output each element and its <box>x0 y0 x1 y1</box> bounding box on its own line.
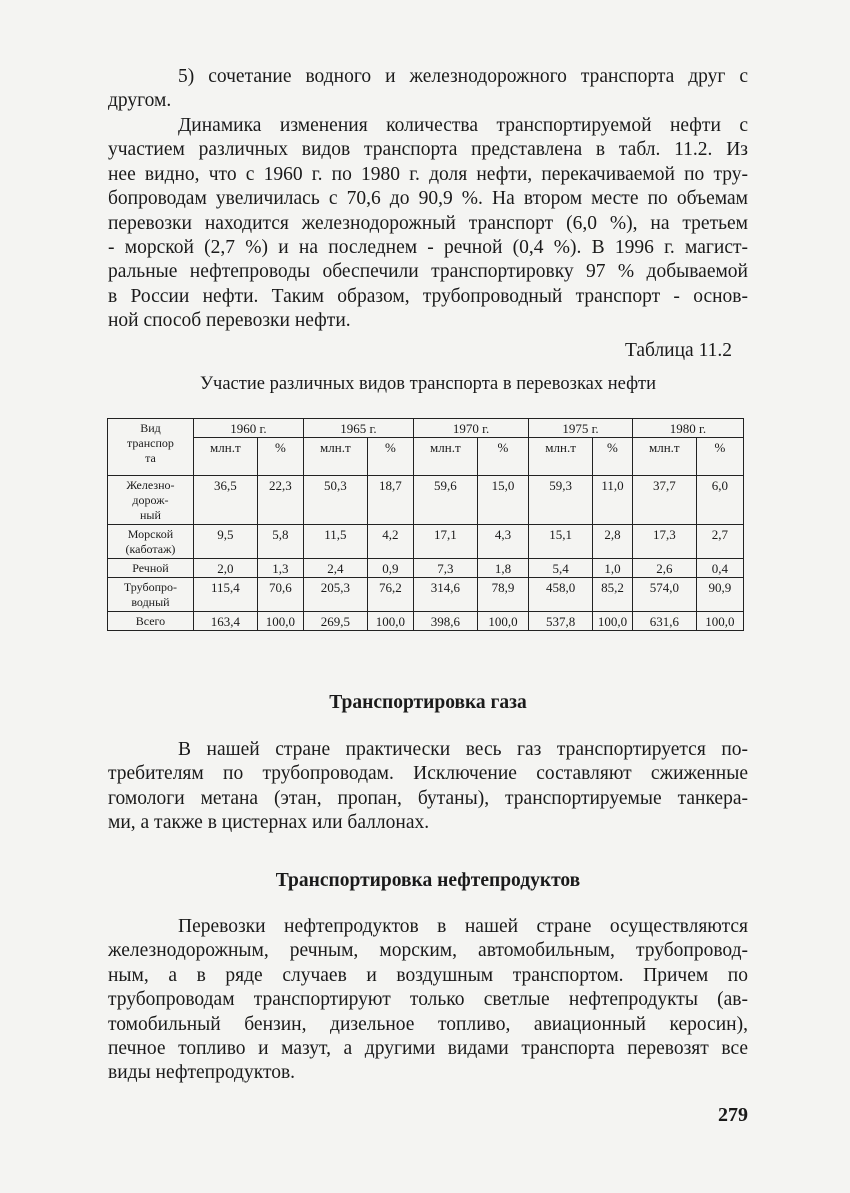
table-cell: 115,4 <box>193 578 257 612</box>
table-cell: 314,6 <box>413 578 477 612</box>
row-label-cell <box>108 476 194 525</box>
row-label-text: Железно- <box>126 478 175 492</box>
table-cell: 59,6 <box>413 476 477 525</box>
text-line: бопроводам увеличилась с 70,6 до 90,9 %. На втором месте по объемам <box>108 188 748 210</box>
table-cell: 163,4 <box>193 612 257 631</box>
table-row <box>108 476 744 525</box>
row-label-text: ный <box>140 508 161 522</box>
table-cell: 6,0 <box>696 476 743 525</box>
table-cell: 59,3 <box>529 476 593 525</box>
table-cell: 100,0 <box>477 612 528 631</box>
text-line: Перевозки нефтепродуктов в нашей стране осуществляются <box>178 916 748 937</box>
text-line: ной способ перевозки нефти. <box>108 310 351 332</box>
table-cell: 1,3 <box>257 559 303 578</box>
table-total-row <box>108 612 744 631</box>
table-cell: 11,5 <box>303 525 367 559</box>
table-row <box>108 559 744 578</box>
text-line: перевозки находится железнодорожный транспорт (6,0 %), на третьем <box>108 212 748 234</box>
text-line: требителям по трубопроводам. Исключение составляют сжиженные <box>108 763 748 785</box>
row-label-text: Трубопро- <box>123 580 177 594</box>
unit-header-cell: млн.т <box>413 438 477 476</box>
table-cell: 2,7 <box>696 525 743 559</box>
table-cell: 458,0 <box>529 578 593 612</box>
table-cell: 17,1 <box>413 525 477 559</box>
header-text: та <box>145 451 156 465</box>
table-cell: 631,6 <box>632 612 696 631</box>
text-line: Динамика изменения количества транспортируемой нефти с <box>178 115 748 136</box>
table-cell: 1,0 <box>593 559 633 578</box>
table-cell: 4,2 <box>367 525 413 559</box>
row-label-text: (каботаж) <box>125 542 176 556</box>
text-line: участием различных видов транспорта представлена в табл. 11.2. Из <box>108 139 748 161</box>
table-cell: 50,3 <box>303 476 367 525</box>
unit-header-cell: % <box>257 438 303 476</box>
table-header-row <box>108 419 744 438</box>
unit-header-cell: % <box>477 438 528 476</box>
table-cell: 2,0 <box>193 559 257 578</box>
year-header-cell: 1980 г. <box>632 419 743 438</box>
header-text: транспор <box>127 436 174 450</box>
table-cell: 1,8 <box>477 559 528 578</box>
table-subheader-row <box>108 438 744 476</box>
table-cell: 22,3 <box>257 476 303 525</box>
year-header-cell: 1960 г. <box>193 419 303 438</box>
table-cell: 100,0 <box>593 612 633 631</box>
page-number: 279 <box>718 1104 748 1126</box>
unit-header-cell: млн.т <box>529 438 593 476</box>
row-label-cell <box>108 578 194 612</box>
table-cell: 537,8 <box>529 612 593 631</box>
table-cell: 2,8 <box>593 525 633 559</box>
row-label-cell <box>108 612 194 631</box>
text-line: ральные нефтепроводы обеспечили транспортировку 97 % добываемой <box>108 261 748 283</box>
header-text: Вид <box>140 421 161 435</box>
table-cell: 5,4 <box>529 559 593 578</box>
corner-header-cell <box>108 419 194 476</box>
text-line: 5) сочетание водного и железнодорожного транспорта друг с <box>178 66 748 87</box>
table-cell: 11,0 <box>593 476 633 525</box>
row-label-text: Речной <box>132 561 169 575</box>
text-line: нее видно, что с 1960 г. по 1980 г. доля нефти, перекачиваемой по тру- <box>108 163 748 185</box>
table-cell: 205,3 <box>303 578 367 612</box>
table-cell: 90,9 <box>696 578 743 612</box>
section-heading-products: Транспортировка нефтепродуктов <box>275 870 581 891</box>
paragraph-list-item <box>108 65 748 114</box>
paragraph-gas <box>108 738 748 836</box>
unit-header-cell: млн.т <box>193 438 257 476</box>
paragraph-products <box>108 915 748 1086</box>
paragraph-oil-dynamics <box>108 114 748 334</box>
table-row <box>108 578 744 612</box>
unit-header-cell: % <box>696 438 743 476</box>
row-label-text: дорож- <box>132 493 169 507</box>
table-cell: 100,0 <box>257 612 303 631</box>
text-line: гомологи метана (этан, пропан, бутаны), транспортируемые танкера- <box>108 787 748 809</box>
table-cell: 70,6 <box>257 578 303 612</box>
oil-transport-table <box>107 418 744 631</box>
text-line: в России нефти. Таким образом, трубопроводный транспорт - основ- <box>108 285 748 307</box>
year-header-cell: 1970 г. <box>413 419 528 438</box>
unit-header-cell: % <box>593 438 633 476</box>
row-label-text: Морской <box>127 527 174 541</box>
table-row <box>108 525 744 559</box>
table-cell: 15,1 <box>529 525 593 559</box>
table-cell: 17,3 <box>632 525 696 559</box>
unit-header-cell: млн.т <box>632 438 696 476</box>
text-line: печное топливо и мазут, а другими видами транспорта перевозят все <box>108 1038 748 1060</box>
text-line: томобильный бензин, дизельное топливо, авиационный керосин), <box>108 1013 748 1035</box>
table-cell: 2,6 <box>632 559 696 578</box>
table-cell: 85,2 <box>593 578 633 612</box>
text-line: железнодорожным, речным, морским, автомобильным, трубопровод- <box>108 940 748 962</box>
table-cell: 0,4 <box>696 559 743 578</box>
text-line: другом. <box>108 90 172 112</box>
table-cell: 37,7 <box>632 476 696 525</box>
text-line: ми, а также в цистернах или баллонах. <box>108 812 430 834</box>
table-cell: 4,3 <box>477 525 528 559</box>
row-label-cell <box>108 559 194 578</box>
text-line: - морской (2,7 %) и на последнем - речной (0,4 %). В 1996 г. магист- <box>108 237 748 259</box>
text-line: В нашей стране практически весь газ транспортируется по- <box>178 739 748 760</box>
table-cell: 36,5 <box>193 476 257 525</box>
table-caption: Участие различных видов транспорта в перевозках нефти <box>199 374 657 394</box>
table-cell: 269,5 <box>303 612 367 631</box>
table-cell: 7,3 <box>413 559 477 578</box>
table-cell: 574,0 <box>632 578 696 612</box>
text-line: ным, а в ряде случаев и воздушным транспортом. Причем по <box>108 964 748 986</box>
unit-header-cell: млн.т <box>303 438 367 476</box>
table-cell: 78,9 <box>477 578 528 612</box>
table-cell: 100,0 <box>696 612 743 631</box>
table-number: Таблица 11.2 <box>624 340 732 361</box>
unit-header-cell: % <box>367 438 413 476</box>
table-cell: 15,0 <box>477 476 528 525</box>
year-header-cell: 1965 г. <box>303 419 413 438</box>
row-label-text: водный <box>131 595 170 609</box>
year-header-cell: 1975 г. <box>529 419 633 438</box>
table-cell: 76,2 <box>367 578 413 612</box>
text-line: виды нефтепродуктов. <box>108 1062 296 1084</box>
table-cell: 100,0 <box>367 612 413 631</box>
table-cell: 2,4 <box>303 559 367 578</box>
row-label-text: Всего <box>135 614 166 628</box>
table-cell: 0,9 <box>367 559 413 578</box>
table-cell: 398,6 <box>413 612 477 631</box>
text-line: трубопроводам транспортируют только светлые нефтепродукты (ав- <box>108 989 748 1011</box>
table-cell: 18,7 <box>367 476 413 525</box>
section-heading-gas: Транспортировка газа <box>329 692 527 713</box>
table-cell: 5,8 <box>257 525 303 559</box>
table-cell: 9,5 <box>193 525 257 559</box>
row-label-cell <box>108 525 194 559</box>
